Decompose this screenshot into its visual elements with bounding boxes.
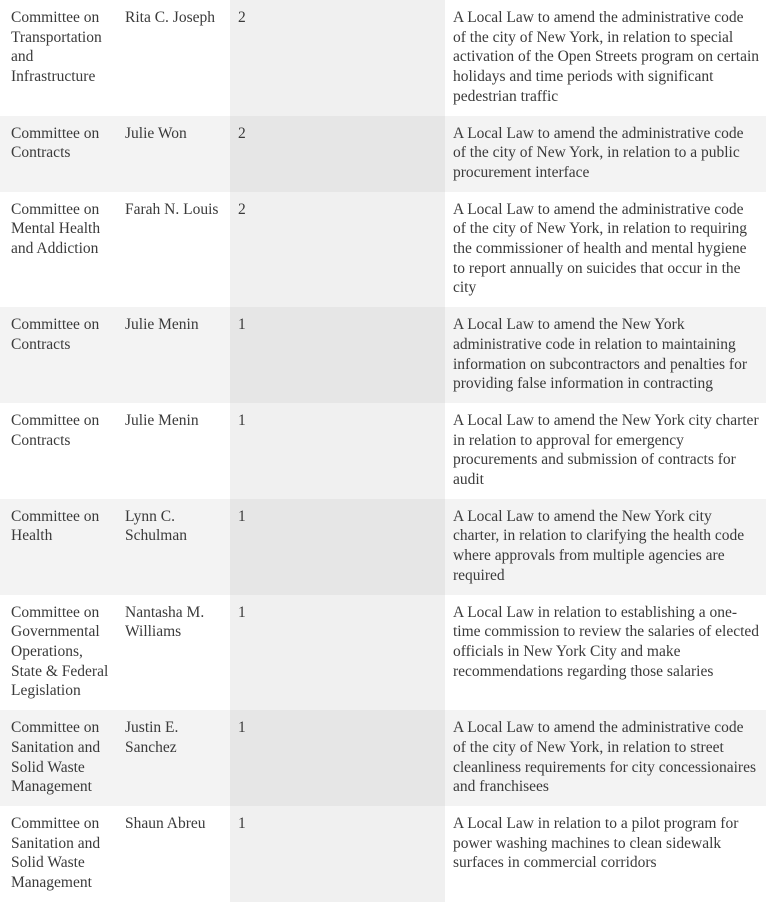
table-row bbox=[0, 116, 766, 192]
count-cell: 1 bbox=[230, 806, 445, 902]
title-cell: A Local Law to amend the New York administrative code in relation to maintaining information on subcontractors and penalties for providing false information in contracting bbox=[445, 307, 766, 403]
title-cell: A Local Law to amend the administrative code of the city of New York, in relation to a public procurement interface bbox=[445, 116, 766, 192]
committee-cell: Committee on Contracts bbox=[11, 124, 100, 162]
committee-cell: Committee on Transportation and Infrastructure bbox=[11, 9, 102, 86]
committee-cell: Committee on Sanitation and Solid Waste Management bbox=[11, 814, 101, 892]
sponsor-cell: Justin E. Sanchez bbox=[125, 719, 179, 756]
title-cell: A Local Law to amend the administrative code of the city of New York, in relation to requiring the commissioner of health and mental hygiene to report annually on suicides that occur in the city bbox=[445, 192, 766, 308]
committee-cell: Committee on Governmental Operations, State & Federal Legislation bbox=[11, 603, 109, 700]
sponsor-cell: Julie Menin bbox=[125, 411, 199, 429]
sponsor-cell: Lynn C. Schulman bbox=[125, 507, 187, 545]
count-cell: 2 bbox=[230, 192, 445, 308]
table-row bbox=[0, 710, 766, 806]
count-cell: 1 bbox=[230, 307, 445, 403]
sponsor-cell: Rita C. Joseph bbox=[125, 9, 215, 26]
committee-cell: Committee on Contracts bbox=[11, 411, 100, 449]
committee-cell: Committee on Mental Health and Addiction bbox=[11, 200, 101, 258]
title-cell: A Local Law to amend the administrative code of the city of New York, in relation to street cleanliness requirements for city concessionaires and franchisees bbox=[445, 710, 766, 806]
title-cell: A Local Law in relation to a pilot program for power washing machines to clean sidewalk surfaces in commercial corridors bbox=[445, 806, 766, 902]
count-cell: 2 bbox=[230, 116, 445, 192]
table-row bbox=[0, 192, 766, 308]
table-row bbox=[0, 0, 766, 116]
table-row bbox=[0, 595, 766, 711]
count-cell: 1 bbox=[230, 595, 445, 711]
committee-cell: Committee on Health bbox=[11, 507, 100, 545]
title-cell: A Local Law to amend the New York city charter in relation to approval for emergency procurements and submission of contracts for audit bbox=[445, 403, 766, 499]
table-row bbox=[0, 403, 766, 499]
sponsor-cell: Julie Won bbox=[125, 124, 187, 142]
sponsor-cell: Shaun Abreu bbox=[125, 814, 206, 832]
title-cell: A Local Law in relation to establishing a one-time commission to review the salaries of elected officials in New York City and make recommendations regarding those salaries bbox=[445, 595, 766, 711]
committee-cell: Committee on Contracts bbox=[11, 316, 100, 353]
count-cell: 2 bbox=[230, 0, 445, 116]
sponsor-cell: Farah N. Louis bbox=[125, 200, 219, 218]
title-cell: A Local Law to amend the administrative code of the city of New York, in relation to special activation of the Open Streets program on certain holidays and time periods with significant pedestrian traffic bbox=[445, 0, 766, 116]
sponsor-cell: Nantasha M. Williams bbox=[125, 603, 205, 641]
committee-cell: Committee on Sanitation and Solid Waste Management bbox=[11, 719, 101, 796]
count-cell: 1 bbox=[230, 499, 445, 595]
table-row bbox=[0, 499, 766, 595]
sponsor-cell: Julie Menin bbox=[125, 316, 199, 334]
table-row bbox=[0, 307, 766, 403]
table-row bbox=[0, 806, 766, 902]
count-cell: 1 bbox=[230, 710, 445, 806]
title-cell: A Local Law to amend the New York city charter, in relation to clarifying the health code where approvals from multiple agencies are required bbox=[445, 499, 766, 595]
count-cell: 1 bbox=[230, 403, 445, 499]
